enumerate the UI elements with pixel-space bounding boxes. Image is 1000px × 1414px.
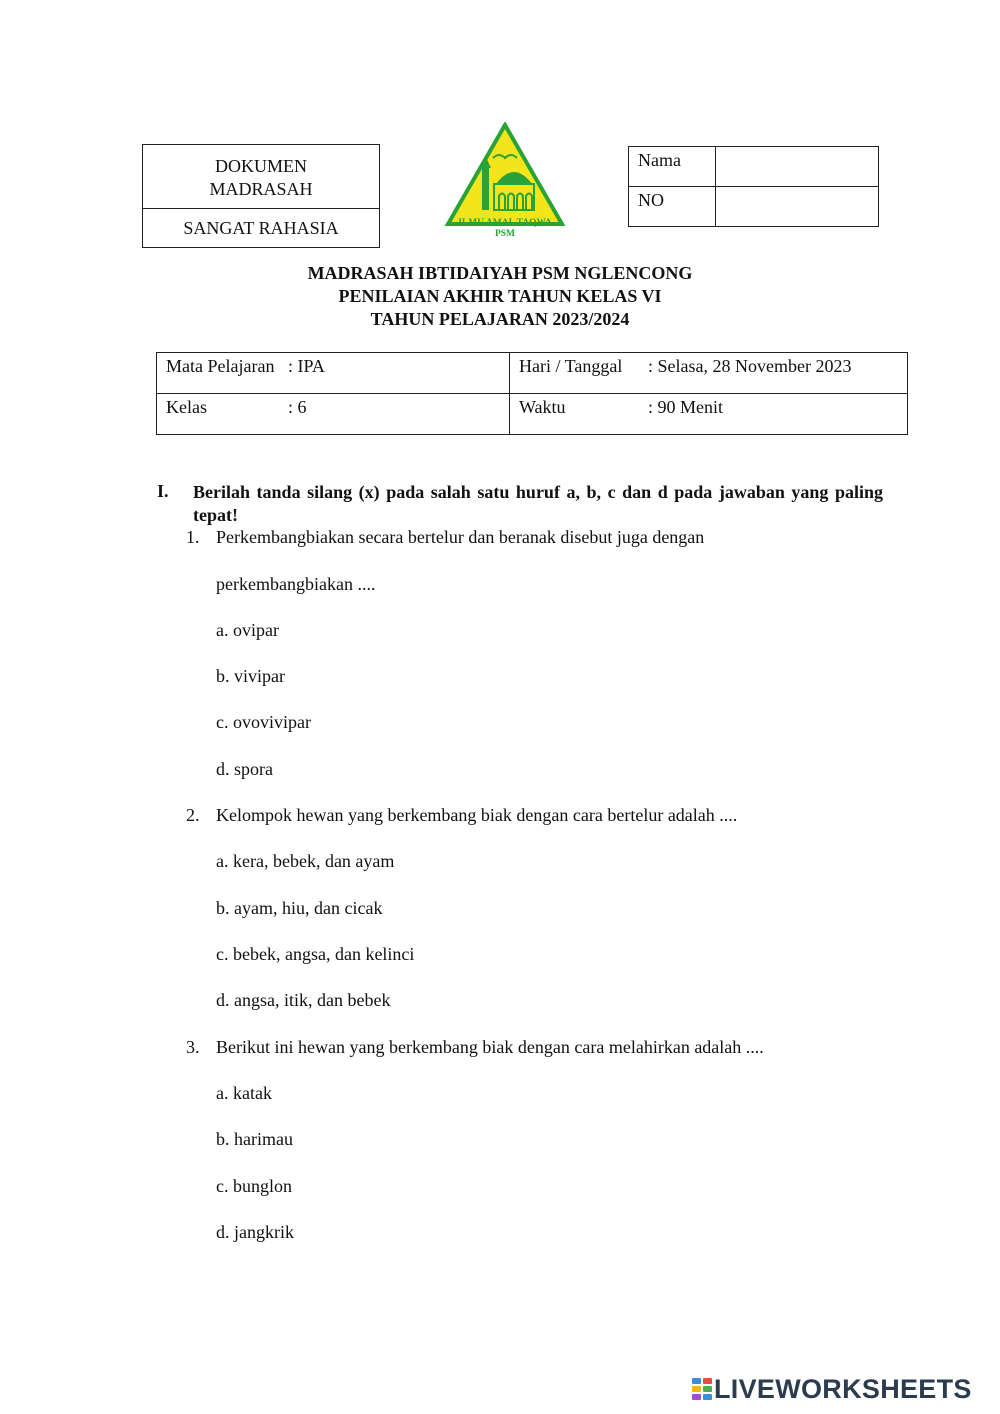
answer-option-b[interactable]: b. ayam, hiu, dan cicak (216, 898, 383, 918)
school-name: MADRASAH IBTIDAIYAH PSM NGLENCONG (307, 263, 693, 283)
number-label: NO (629, 187, 716, 227)
class-value: : 6 (288, 397, 307, 417)
date-cell (510, 353, 908, 394)
answer-option-b[interactable]: b. vivipar (216, 666, 285, 686)
name-row (629, 147, 879, 187)
document-label (143, 145, 379, 209)
date-value: : Selasa, 28 November 2023 (648, 356, 852, 376)
answer-option-a[interactable]: a. katak (216, 1083, 272, 1103)
liveworksheets-icon (692, 1378, 712, 1400)
time-value: : 90 Menit (648, 397, 723, 417)
info-row-2 (157, 394, 908, 435)
question-text-continued: perkembangbiakan .... (216, 574, 376, 594)
exam-heading (0, 262, 1000, 331)
answer-option-d[interactable]: d. jangkrik (216, 1222, 294, 1242)
document-label-line2: MADRASAH (209, 178, 313, 199)
section-instruction: Berilah tanda silang (x) pada salah satu huruf a, b, c dan d pada jawaban yang paling tepat! (193, 482, 883, 525)
logo-minaret (482, 166, 489, 210)
question-text: Kelompok hewan yang berkembang biak dengan cara bertelur adalah .... (216, 805, 738, 825)
time-cell (510, 394, 908, 435)
answer-option-c[interactable]: c. ovovivipar (216, 712, 311, 732)
subject-value: : IPA (288, 356, 325, 376)
logo-motto: ILMU AMAL TAQWA (458, 218, 552, 228)
answer-option-d[interactable]: d. spora (216, 759, 273, 779)
academic-year: TAHUN PELAJARAN 2023/2024 (370, 309, 630, 329)
student-id-table (628, 146, 879, 227)
answer-option-a[interactable]: a. kera, bebek, dan ayam (216, 851, 395, 871)
logo-abbrev: PSM (494, 229, 516, 239)
question-number: 2. (186, 805, 200, 825)
answer-option-a[interactable]: a. ovipar (216, 620, 279, 640)
answer-option-c[interactable]: c. bunglon (216, 1176, 292, 1196)
info-row-1 (157, 353, 908, 394)
liveworksheets-wordmark: LIVEWORKSHEETS (714, 1373, 972, 1404)
section-number: I. (157, 481, 169, 501)
answer-option-c[interactable]: c. bebek, angsa, dan kelinci (216, 944, 415, 964)
name-field[interactable] (716, 147, 879, 187)
name-label: Nama (629, 147, 716, 187)
class-label: Kelas (166, 397, 207, 417)
liveworksheets-brand[interactable] (692, 1373, 972, 1404)
question-text: Berikut ini hewan yang berkembang biak dengan cara melahirkan adalah .... (216, 1037, 764, 1057)
question-number: 3. (186, 1037, 200, 1057)
answer-option-b[interactable]: b. harimau (216, 1129, 293, 1149)
question-text: Perkembangbiakan secara bertelur dan beranak disebut juga dengan (216, 527, 705, 547)
time-label: Waktu (519, 397, 566, 417)
question-number: 1. (186, 527, 200, 547)
subject-cell (157, 353, 510, 394)
number-field[interactable] (716, 187, 879, 227)
class-cell (157, 394, 510, 435)
date-label: Hari / Tanggal (519, 356, 623, 376)
number-row (629, 187, 879, 227)
answer-option-d[interactable]: d. angsa, itik, dan bebek (216, 990, 391, 1010)
exam-title: PENILAIAN AKHIR TAHUN KELAS VI (338, 286, 662, 306)
confidential-label: SANGAT RAHASIA (183, 218, 339, 238)
document-label-line1: DOKUMEN (215, 155, 307, 176)
document-classification-box (142, 144, 380, 248)
subject-label: Mata Pelajaran (166, 356, 275, 376)
school-logo (444, 122, 566, 240)
exam-info-table (156, 352, 908, 435)
